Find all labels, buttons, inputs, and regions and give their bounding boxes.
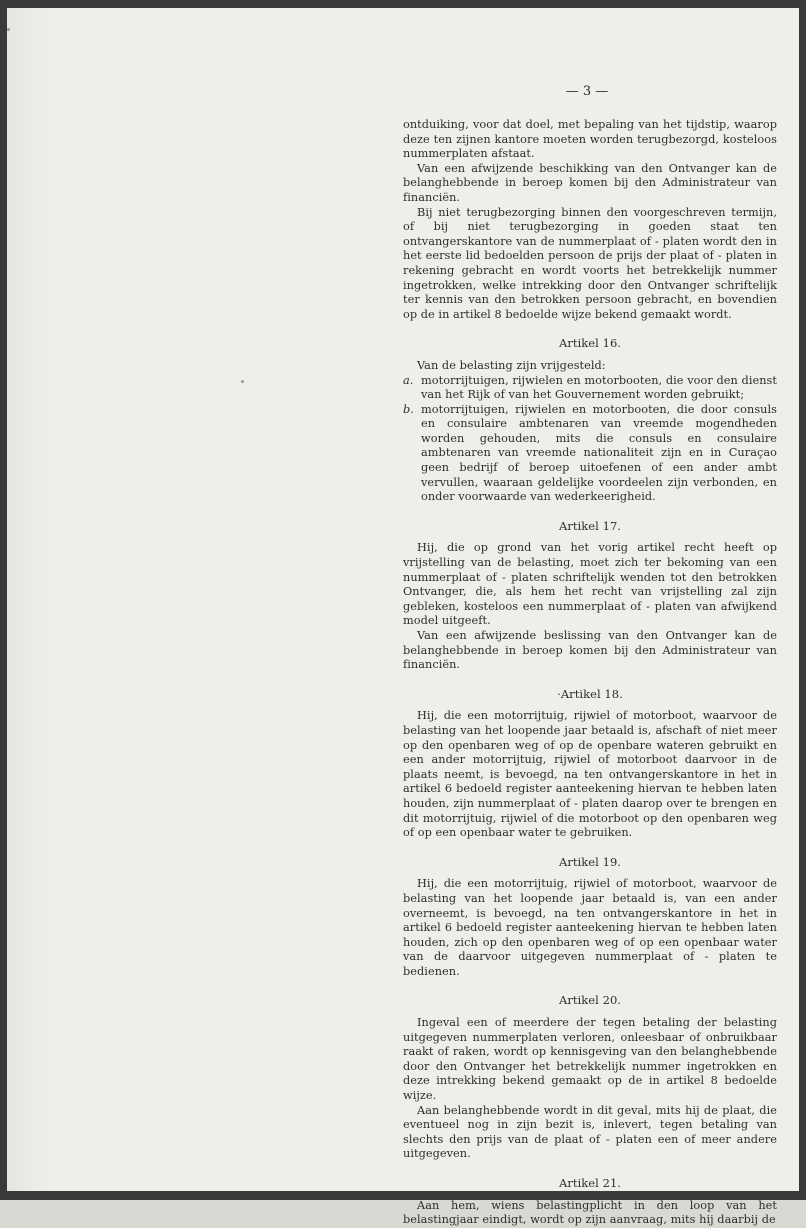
paragraph: Hij, die een motorrijtuig, rijwiel of motorboot, waarvoor de belasting van het loopende jaar betaald is, afschaft of niet meer op den openbaren weg of op de openbare wateren gebruikt en een ander motorrijtuig, rijwiel of motorboot daarvoor in de plaats neemt, is bevoegd, na ten ontvangerskantore in het in artikel 6 bedoeld register aanteekening hiervan te hebben laten houden, zijn nummerplaat of - platen daarop over te brengen en dit motorrijtuig, rijwiel of die motorboot op den openbaren weg of op een openbaar water te gebruiken. (403, 709, 777, 840)
article-heading: Artikel 19. (558, 854, 622, 869)
page-gutter (7, 8, 49, 1191)
speck (241, 380, 244, 383)
paragraph: Van een afwijzende beslissing van den Ontvanger kan de belanghebbende in beroep komen bij den Administrateur van financiën. (403, 629, 777, 672)
article-heading: Artikel 21. (558, 1176, 622, 1190)
document-page (7, 8, 799, 1227)
article-heading: Artikel 17. (558, 518, 622, 533)
paragraph: Aan hem, wiens belastingplicht in den loop van het belastingjaar eindigt, wordt op zijn aanvraag, mits hij daarbij de (403, 1198, 777, 1227)
article-heading: Artikel 20. (558, 993, 622, 1008)
list-item (403, 403, 777, 505)
paragraph: Hij, die op grond van het vorig artikel recht heeft op vrijstelling van de belasting, moet zich ter bekoming van een nummerplaat of - platen schriftelijk wenden tot den betrokken Ontvanger, die, als hem het recht van vrijstelling zal zijn gebleken, kosteloos een nummerplaat of - platen van afwijkend model uitgeeft. (403, 541, 777, 628)
speck (7, 28, 10, 31)
paragraph: Bij niet terugbezorging binnen den voorgeschreven termijn, of bij niet terugbezorging in goeden staat ten ontvangerskantore van de nummerplaat of - platen wordt den in het eerste lid bedoelden persoon de prijs der plaat of - platen in rekening gebracht en wordt voorts het betrekkelijk nummer ingetrokken, welke intrekking door den Ontvanger schriftelijk ter kennis van den betrokken persoon gebracht, en bovendien op de in artikel 8 bedoelde wijze bekend gemaakt wordt. (403, 205, 777, 321)
paragraph: Aan belanghebbende wordt in dit geval, mits hij de plaat, die eventueel nog in zijn bezit is, inlevert, tegen betaling van slechts den prijs van de plaat of - platen een of meer andere uitgegeven. (403, 1103, 777, 1161)
paragraph: Van de belasting zijn vrijgesteld: (417, 358, 606, 372)
paragraph: Hij, die een motorrijtuig, rijwiel of motorboot, waarvoor de belasting van het loopende jaar betaald is, van een ander overneemt, is bevoegd, na ten ontvangerskantore in het in artikel 6 bedoeld register aanteekening hiervan te hebben laten houden, zich op den openbaren weg of op een openbaar water van de daarvoor uitgegeven nummerplaat of - platen te bedienen. (403, 877, 777, 978)
paragraph: Ingeval een of meerdere der tegen betaling der belasting uitgegeven nummerplaten verloren, onleesbaar of onbruikbaar raakt of raken, wordt op kennisgeving van den belanghebbende door den Ontvanger het betrekkelijk nummer ingetrokken en deze intrekking bekend gemaakt op de in artikel 8 bedoelde wijze. (403, 1016, 777, 1103)
article-heading: ·Artikel 18. (557, 686, 623, 701)
paragraph: Van een afwijzende beschikking van den Ontvanger kan de belanghebbende in beroep komen bij den Administrateur van financiën. (403, 161, 777, 204)
article-heading: Artikel 16. (558, 336, 622, 351)
list-item-text: motorrijtuigen, rijwielen en motorbooten, die door consuls en consulaire ambtenaren van vreemde mogendheden worden gehouden, mits die consuls en consulaire ambtenaren van vreemde nationaliteit zijn en in Curaçao geen bedrijf of beroep uitoefenen of een ander ambt vervullen, waaraan geldelijke voordeelen zijn verbonden, en onder voorwaarde van wederkeerigheid. (421, 402, 777, 504)
list-item (403, 374, 777, 403)
document-body (403, 118, 777, 1228)
paragraph: ontduiking, voor dat doel, met bepaling van het tijdstip, waarop deze ten zijnen kantore moeten worden terugbezorgd, kosteloos nummerplaten afstaat. (403, 118, 777, 161)
page-number: — 3 — (565, 84, 609, 99)
list-marker: a. (403, 373, 414, 387)
list-marker: b. (403, 402, 414, 416)
list-item-text: motorrijtuigen, rijwielen en motorbooten, die voor den dienst van het Rijk of van het Gouvernement worden gebruikt; (421, 373, 777, 402)
